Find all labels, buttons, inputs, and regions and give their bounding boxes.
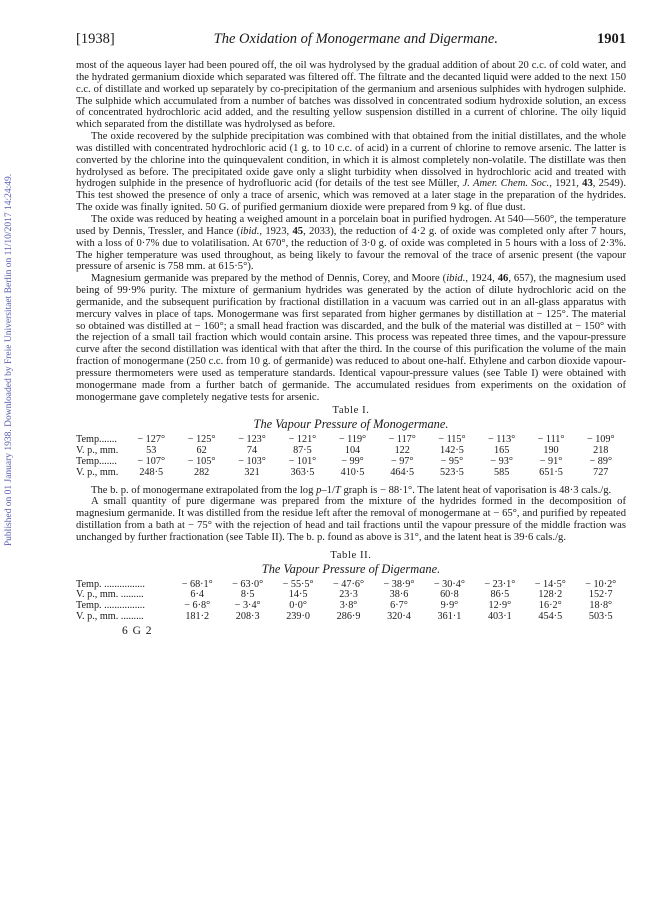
table-cell: 585 [494, 466, 510, 478]
table-cell: − 125° [187, 434, 216, 446]
table-cell: 6·4 [190, 589, 205, 601]
table-cell: 651·5 [539, 466, 563, 478]
row-label: Temp....... [76, 434, 117, 446]
table-label: Table II. [330, 549, 372, 561]
header-title: The Oxidation of Monogermane and Digermane. [213, 31, 498, 47]
table-cell: 282 [193, 466, 210, 478]
table-cell: − 63·0° [232, 578, 264, 590]
row-label: V. p., mm. ......... [76, 610, 144, 622]
paragraph: The oxide was reduced by heating a weighed amount in a porcelain boat in purified hydrogen. At 540—560°, the temperature used by Dennis, Tressler, and Hance (ibid., 1923, 45, 2033), the reduction of 4·2 g. of oxide was completed only after 7 hours, with a loss of 0·7% due to volatilisation. At 670°, the reduction of 3·0 g. of oxide was completed in 5 hours with a loss of 2·3%. The higher temperature was used throughout, as being likely to favour the removal of the trace of arsenic present (the vapour pressure of arsenic is 758 mm. at 615·5°). [76, 213, 626, 273]
article-body [76, 60, 626, 638]
row-label: Temp. ................ [76, 600, 145, 612]
table-cell: 104 [344, 445, 361, 457]
citation-volume: 45 [292, 225, 304, 237]
table-cell: 14·5 [288, 589, 308, 601]
table-cell: 361·1 [437, 610, 462, 622]
paragraph: The b. p. of monogermane extrapolated from the log p–1/T graph is − 88·1°. The latent heat of vaporisation is 48·3 cals./g. [91, 484, 612, 496]
table-cell: − 99° [341, 455, 364, 467]
citation-journal: ibid. [240, 225, 260, 237]
row-label: V. p., mm. [76, 466, 119, 478]
table-cell: 363·5 [290, 466, 315, 478]
table-cell: 727 [593, 466, 609, 478]
table-cell: − 109° [586, 434, 615, 446]
table-row [76, 468, 626, 479]
table-cell: − 123° [238, 434, 266, 446]
table-cell: − 117° [388, 434, 416, 446]
table-cell: 87·5 [293, 445, 312, 457]
table-cell: − 111° [537, 434, 565, 446]
table-cell: 454·5 [538, 610, 563, 622]
table-cell: 23·3 [339, 589, 358, 601]
side-note-text: Published on 01 January 1938. Downloaded by Freie Universitaet Berlin on 11/10/2017 14:24:49. [4, 173, 14, 547]
table-cell: 503·5 [588, 610, 613, 622]
table-cell: − 127° [137, 434, 166, 446]
table-cell: 18·8° [589, 600, 613, 612]
table-cell: 248·5 [139, 466, 164, 478]
running-header [76, 31, 626, 53]
table-cell: − 101° [288, 455, 317, 467]
table-cell: − 55·5° [282, 578, 314, 590]
table-cell: − 47·6° [333, 578, 365, 590]
table-cell: − 93° [490, 455, 513, 467]
table-cell: 86·5 [490, 589, 510, 601]
table-cell: 403·1 [487, 610, 512, 622]
table-cell: 321 [244, 466, 260, 478]
table-cell: 190 [543, 445, 559, 457]
page-number: 1901 [597, 31, 626, 47]
table-cell: − 6·8° [184, 600, 211, 612]
table-cell: 218 [593, 445, 609, 457]
table-cell: − 105° [187, 455, 216, 467]
table-cell: − 113° [488, 434, 516, 446]
table-cell: 0·0° [289, 600, 307, 612]
table-cell: 16·2° [538, 600, 562, 612]
side-note [2, 140, 16, 580]
table-cell: − 89° [589, 455, 613, 467]
citation-volume: 43 [582, 178, 593, 190]
row-label: Temp. ................ [76, 578, 145, 590]
table-cell: − 30·4° [433, 578, 465, 590]
table-cell: 286·9 [336, 610, 361, 622]
page [76, 31, 626, 638]
table-cell: 6·7° [390, 600, 408, 612]
table-cell: 165 [494, 445, 510, 457]
table-cell: 181·2 [185, 610, 210, 622]
table-cell: 523·5 [440, 466, 464, 478]
table-cell: − 14·5° [534, 578, 566, 590]
table-cell: 9·9° [440, 600, 459, 612]
paragraph: A small quantity of pure digermane was prepared from the mixture of the hydrides formed in the decomposition of magnesium germanide. It was distilled from the residue left after the removal of monogermane at − 65°, and purified by repeated distillation from a bath at − 75° with the rejection of head and tail fractions until the vapour pressure of the middle fraction was unchanged by further fractionation (see Table II). The b. p. found as above is 31°, and the latent heat is 39·6 cals./g. [76, 496, 626, 543]
table-cell: − 107° [137, 455, 166, 467]
vapour-pressure-table-1 [76, 435, 626, 478]
table-row [76, 612, 626, 623]
row-label: Temp....... [76, 455, 117, 467]
table-cell: 8·5 [240, 589, 255, 601]
citation-journal: J. Amer. Chem. Soc. [462, 178, 550, 190]
vapour-pressure-table-2 [76, 580, 626, 623]
table-cell: − 103° [238, 455, 266, 467]
table-cell: 208·3 [235, 610, 260, 622]
table-cell: 239·0 [286, 610, 310, 622]
paragraph: Magnesium germanide was prepared by the method of Dennis, Corey, and Moore (ibid., 1924, 46, 657), the magnesium used being of 99·9% purity. The mixture of germanium hydrides was generated by the action of dilute hydrochloric acid on the germanide, and the subsequent purification by fractional distillation in a vacuum was carried out in an all-glass apparatus with mercury valves in place of taps. Monogermane was first separated from higher germanes by distillation at − 125°. The material so obtained was distilled at − 160°; a small head fraction was discarded, and the bulk of the material was distilled at − 150° with the rejection of a small tail fraction which would contain arsine. This process was repeated three times, and the vapour-pressure curve after the second distillation was identical with that after the third. In the course of this purification the volume of the main fraction of monogermane (250 c.c. from 10 g. of germanide) was reduced to about one-half. Ethylene and carbon dioxide vapour-pressure thermometers were used as temperature standards. Identical vapour-pressure values (see Table I) were obtained with monogermane made from a further batch of germanide. The accumulated residues from experiments on the oxidation of monogermane gave completely negative tests for arsenic. [76, 273, 626, 403]
table-cell: − 97° [390, 455, 414, 467]
paragraph: The oxide recovered by the sulphide precipitation was combined with that obtained from the initial distillates, and the whole was distilled with concentrated hydrochloric acid (1 g. to 10 c.c. of acid) in a current of chlorine to remove arsenic. The latter is converted by the chlorine into the quinquevalent condition, in which it is almost completely non-volatile. The distillate was then hydrolysed as before. The precipitated oxide gave only a slight turbidity when dissolved in hydrochloric acid and treated with hydrogen sulphide in the presence of hydrofluoric acid (for details of the test see Müller, J. Amer. Chem. Soc., 1921, 43, 2549). This test showed the presence of only a trace of arsenic, which was removed at a later stage in the preparation of the hydrides. The oxide was finally ignited. 50 G. of purified germanium dioxide were prepared from 9 kg. of flue dust. [76, 131, 626, 214]
table-cell: 12·9° [488, 600, 512, 612]
citation-volume: 46 [497, 273, 509, 285]
paragraph: most of the aqueous layer had been poured off, the oil was hydrolysed by the gradual addition of about 20 c.c. of cold water, and the hydrated germanium dioxide which separated was filtered off. The filtrate and the decanted liquid were added to the next 150 c.c. of distillate and worked up separately by co-precipitation of the germanium and arsenious sulphides with hydrogen sulphide. The sulphide which accumulated from a number of batches was dissolved in concentrated sodium hydroxide solution, an excess of concentrated hydrochloric acid added, and the resulting yellow suspension distilled in a current of chlorine. The oily liquid which separated from the distillate was hydrolysed as before. [76, 60, 626, 131]
table-cell: 60·8 [440, 589, 459, 601]
table-cell: − 121° [288, 434, 317, 446]
table-cell: − 38·9° [383, 578, 415, 590]
row-label: V. p., mm. [76, 445, 119, 457]
table-cell: − 115° [438, 434, 466, 446]
table-caption: The Vapour Pressure of Monogermane. [253, 417, 449, 432]
table-cell: 74 [246, 445, 258, 457]
table-cell: 464·5 [390, 466, 415, 478]
table-cell: 320·4 [387, 610, 411, 622]
table-cell: 38·6 [389, 589, 409, 601]
table-label: Table I. [332, 405, 370, 417]
table-cell: − 3·4° [234, 600, 261, 612]
table-cell: 142·5 [440, 445, 464, 457]
table-cell: − 68·1° [181, 578, 213, 590]
table-cell: − 10·2° [585, 578, 617, 590]
table-cell: − 91° [539, 455, 563, 467]
signature-mark: 6 G 2 [122, 624, 153, 637]
table-cell: − 23·1° [484, 578, 516, 590]
table-caption: The Vapour Pressure of Digermane. [261, 561, 441, 576]
table-cell: 152·7 [588, 589, 613, 601]
table-cell: − 95° [440, 455, 464, 467]
table-cell: − 119° [338, 434, 367, 446]
row-label: V. p., mm. ......... [76, 589, 144, 601]
table-cell: 128·2 [538, 589, 563, 601]
table-cell: 53 [146, 445, 157, 457]
table-cell: 3·8° [339, 600, 358, 612]
table-cell: 410·5 [340, 466, 365, 478]
table-cell: 62 [196, 445, 207, 457]
citation-journal: ibid. [446, 273, 466, 285]
header-year: [1938] [76, 31, 115, 47]
table-cell: 122 [394, 445, 410, 457]
